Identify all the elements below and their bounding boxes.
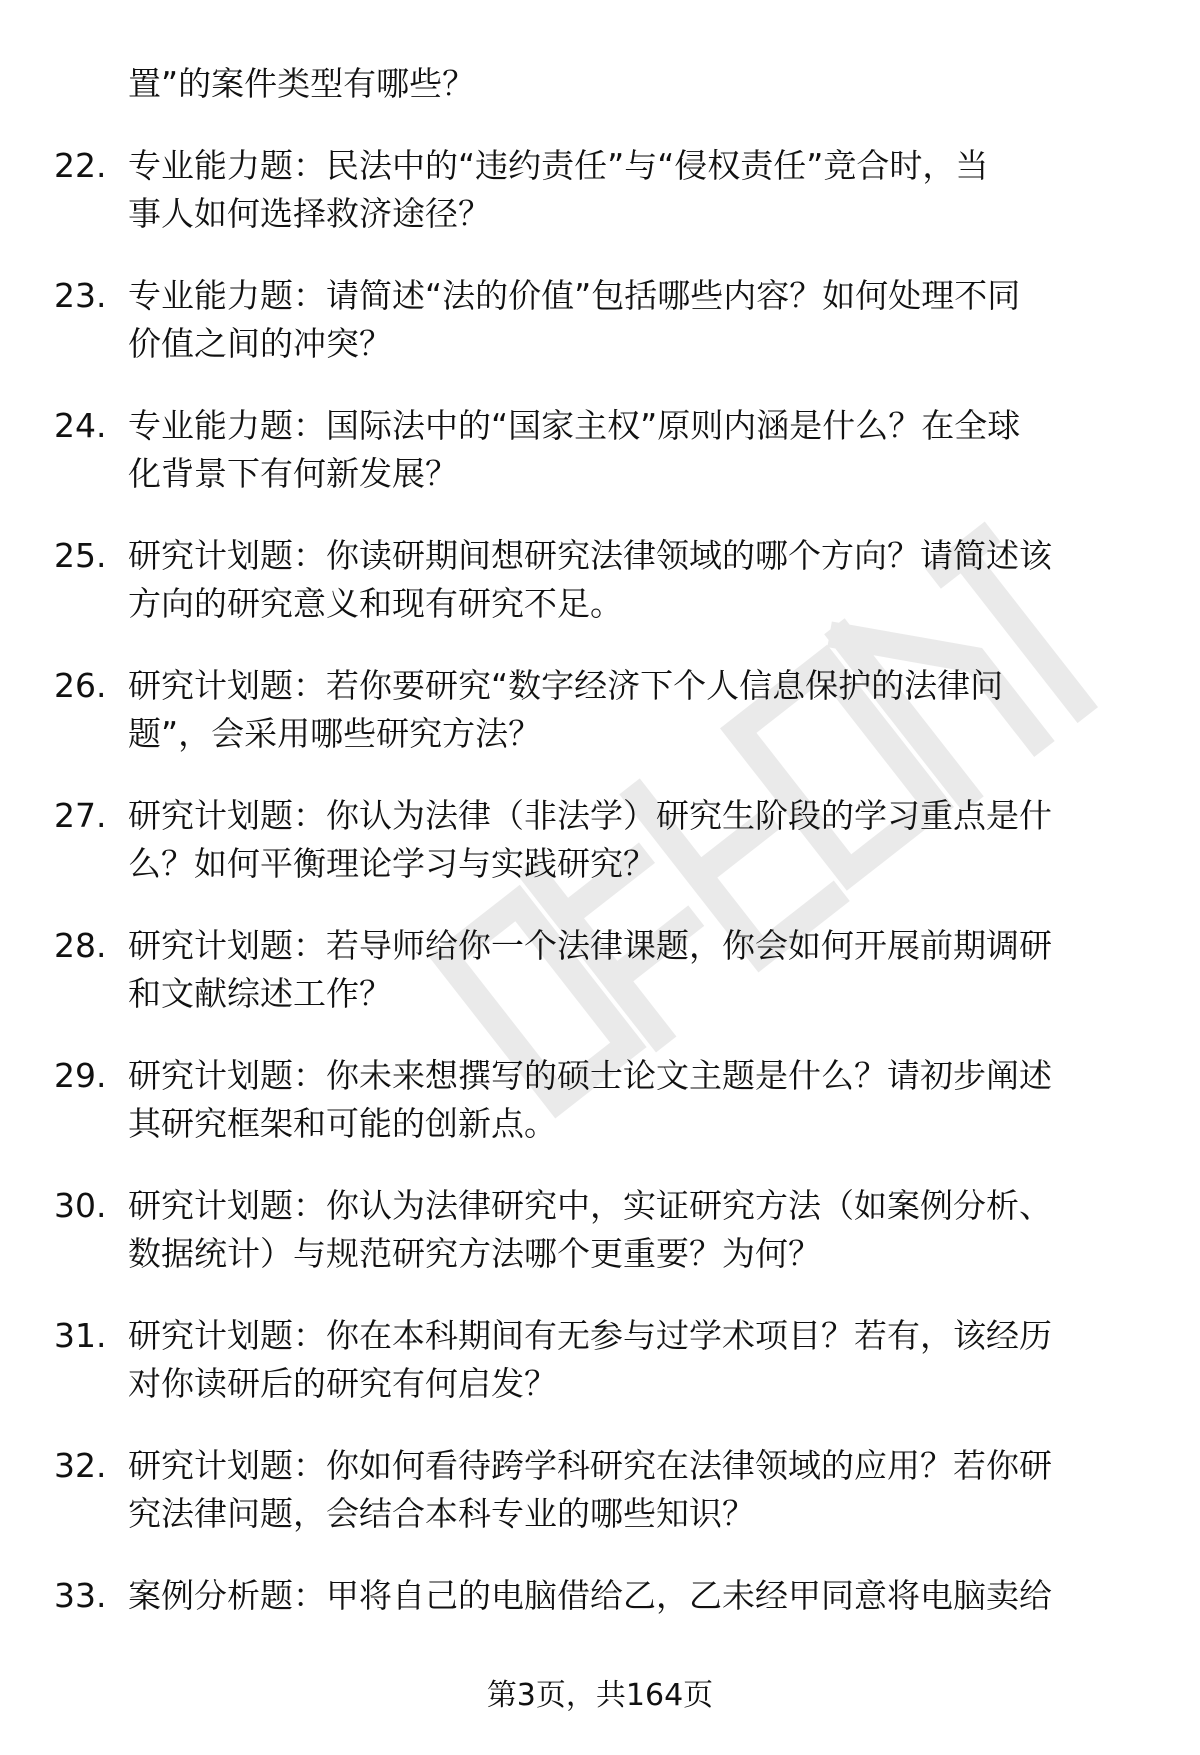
question-text-line: 专业能力题：民法中的“违约责任”与“侵权责任”竞合时，当 [128, 146, 989, 185]
question-text-line: 化背景下有何新发展？ [128, 454, 458, 493]
question-text-line: 研究计划题：你如何看待跨学科研究在法律领域的应用？若你研 [128, 1446, 1052, 1485]
question-text-line: 究法律问题，会结合本科专业的哪些知识？ [128, 1494, 755, 1533]
question-text-line: 和文献综述工作？ [128, 974, 392, 1013]
page-footer: 第3页，共164页 [486, 1678, 714, 1713]
question-number: 31. [54, 1316, 107, 1355]
question-item [0, 1052, 1200, 1182]
question-list [0, 142, 1200, 1702]
question-text-line: 研究计划题：你认为法律研究中，实证研究方法（如案例分析、 [128, 1186, 1052, 1225]
question-number: 24. [54, 406, 107, 445]
question-number: 32. [54, 1446, 107, 1485]
question-text-line: 研究计划题：若导师给你一个法律课题，你会如何开展前期调研 [128, 926, 1052, 965]
question-number: 30. [54, 1186, 107, 1225]
question-text-line: 研究计划题：你未来想撰写的硕士论文主题是什么？请初步阐述 [128, 1056, 1052, 1095]
question-text-line: 研究计划题：若你要研究“数字经济下个人信息保护的法律问 [128, 666, 1004, 705]
question-number: 33. [54, 1576, 107, 1615]
question-text-line: 专业能力题：国际法中的“国家主权”原则内涵是什么？在全球 [128, 406, 1021, 445]
question-text-line: 研究计划题：你认为法律（非法学）研究生阶段的学习重点是什 [128, 796, 1052, 835]
question-number: 26. [54, 666, 107, 705]
question-item [0, 1182, 1200, 1312]
question-number: 23. [54, 276, 107, 315]
question-item [0, 922, 1200, 1052]
question-text-line: 对你读研后的研究有何启发？ [128, 1364, 557, 1403]
question-text-line: 专业能力题：请简述“法的价值”包括哪些内容？如何处理不同 [128, 276, 1021, 315]
question-item [0, 792, 1200, 922]
question-text-line: 其研究框架和可能的创新点。 [128, 1104, 557, 1143]
question-item [0, 402, 1200, 532]
question-text-line: 研究计划题：你读研期间想研究法律领域的哪个方向？请简述该 [128, 536, 1052, 575]
question-text-line: 案例分析题：甲将自己的电脑借给乙，乙未经甲同意将电脑卖给 [128, 1576, 1052, 1615]
question-item [0, 272, 1200, 402]
question-item [0, 1312, 1200, 1442]
question-number: 27. [54, 796, 107, 835]
question-text-line: 价值之间的冲突？ [128, 324, 392, 363]
question-item [0, 532, 1200, 662]
question-text-line: 研究计划题：你在本科期间有无参与过学术项目？若有，该经历 [128, 1316, 1052, 1355]
question-text-line: 数据统计）与规范研究方法哪个更重要？为何？ [128, 1234, 821, 1273]
question-number: 22. [54, 146, 107, 185]
continued-question-line: 置”的案件类型有哪些？ [128, 64, 476, 103]
question-text-line: 题”，会采用哪些研究方法？ [128, 714, 542, 753]
question-number: 28. [54, 926, 107, 965]
question-text-line: 么？如何平衡理论学习与实践研究？ [128, 844, 656, 883]
question-item [0, 662, 1200, 792]
question-number: 29. [54, 1056, 107, 1095]
question-item [0, 1442, 1200, 1572]
question-item [0, 142, 1200, 272]
question-text-line: 方向的研究意义和现有研究不足。 [128, 584, 623, 623]
question-text-line: 事人如何选择救济途径？ [128, 194, 491, 233]
question-number: 25. [54, 536, 107, 575]
